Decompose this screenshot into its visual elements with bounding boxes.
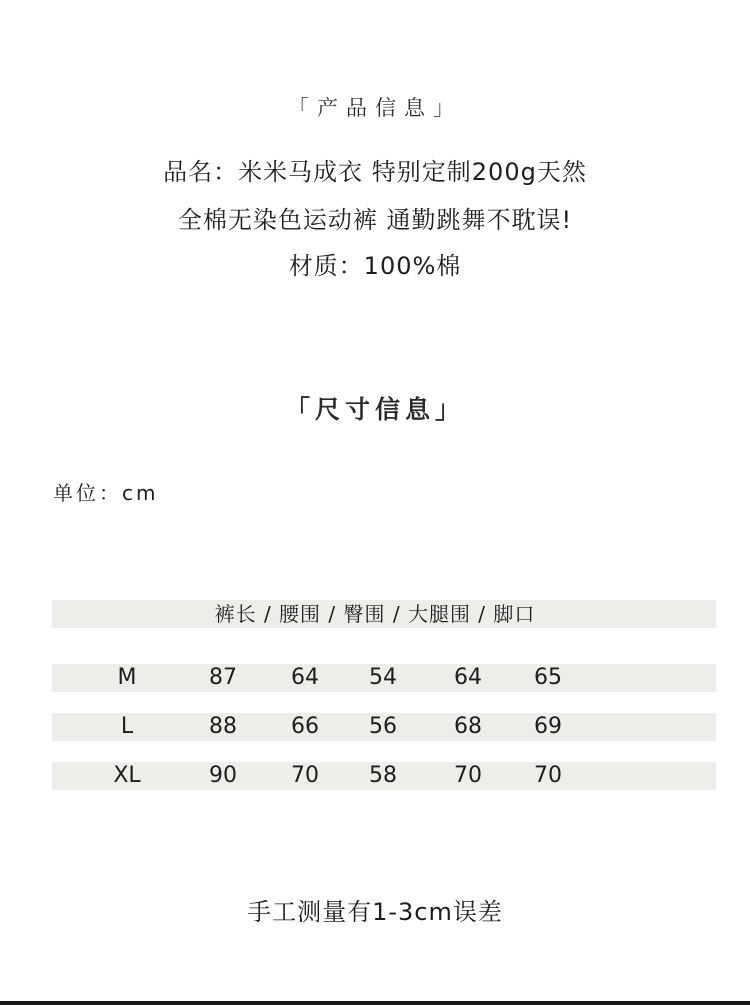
pants-length-cell: 87 xyxy=(209,665,237,690)
waist-cell: 66 xyxy=(291,714,319,739)
size-row-m xyxy=(52,664,716,692)
thigh-cell: 68 xyxy=(454,714,482,739)
size-row-xl xyxy=(52,762,716,790)
leg-opening-cell: 69 xyxy=(534,714,562,739)
bottom-divider xyxy=(0,1001,750,1005)
waist-cell: 64 xyxy=(291,665,319,690)
thigh-cell: 70 xyxy=(454,763,482,788)
waist-cell: 70 xyxy=(291,763,319,788)
size-table-header: 裤长 / 腰围 / 臀围 / 大腿围 / 脚口 xyxy=(214,602,536,626)
product-name-line-2: 全棉无染色运动裤 通勤跳舞不耽误! xyxy=(177,206,573,234)
leg-opening-cell: 70 xyxy=(534,763,562,788)
product-info-heading: 「产品信息」 xyxy=(288,96,462,120)
size-cell: L xyxy=(120,714,134,739)
hip-cell: 58 xyxy=(369,763,397,788)
product-name-line-1: 品名：米米马成衣 特别定制200g天然 xyxy=(163,158,587,186)
hip-cell: 56 xyxy=(369,714,397,739)
size-row-l xyxy=(52,713,716,741)
measurement-note: 手工测量有1-3cm误差 xyxy=(247,898,503,926)
leg-opening-cell: 65 xyxy=(534,665,562,690)
unit-label: 单位：cm xyxy=(53,481,159,505)
size-cell: XL xyxy=(113,763,141,788)
material-line: 材质：100%棉 xyxy=(288,252,462,280)
size-cell: M xyxy=(117,665,137,690)
pants-length-cell: 90 xyxy=(209,763,237,788)
thigh-cell: 64 xyxy=(454,665,482,690)
hip-cell: 54 xyxy=(369,665,397,690)
pants-length-cell: 88 xyxy=(209,714,237,739)
size-info-heading: 「尺寸信息」 xyxy=(284,395,465,424)
